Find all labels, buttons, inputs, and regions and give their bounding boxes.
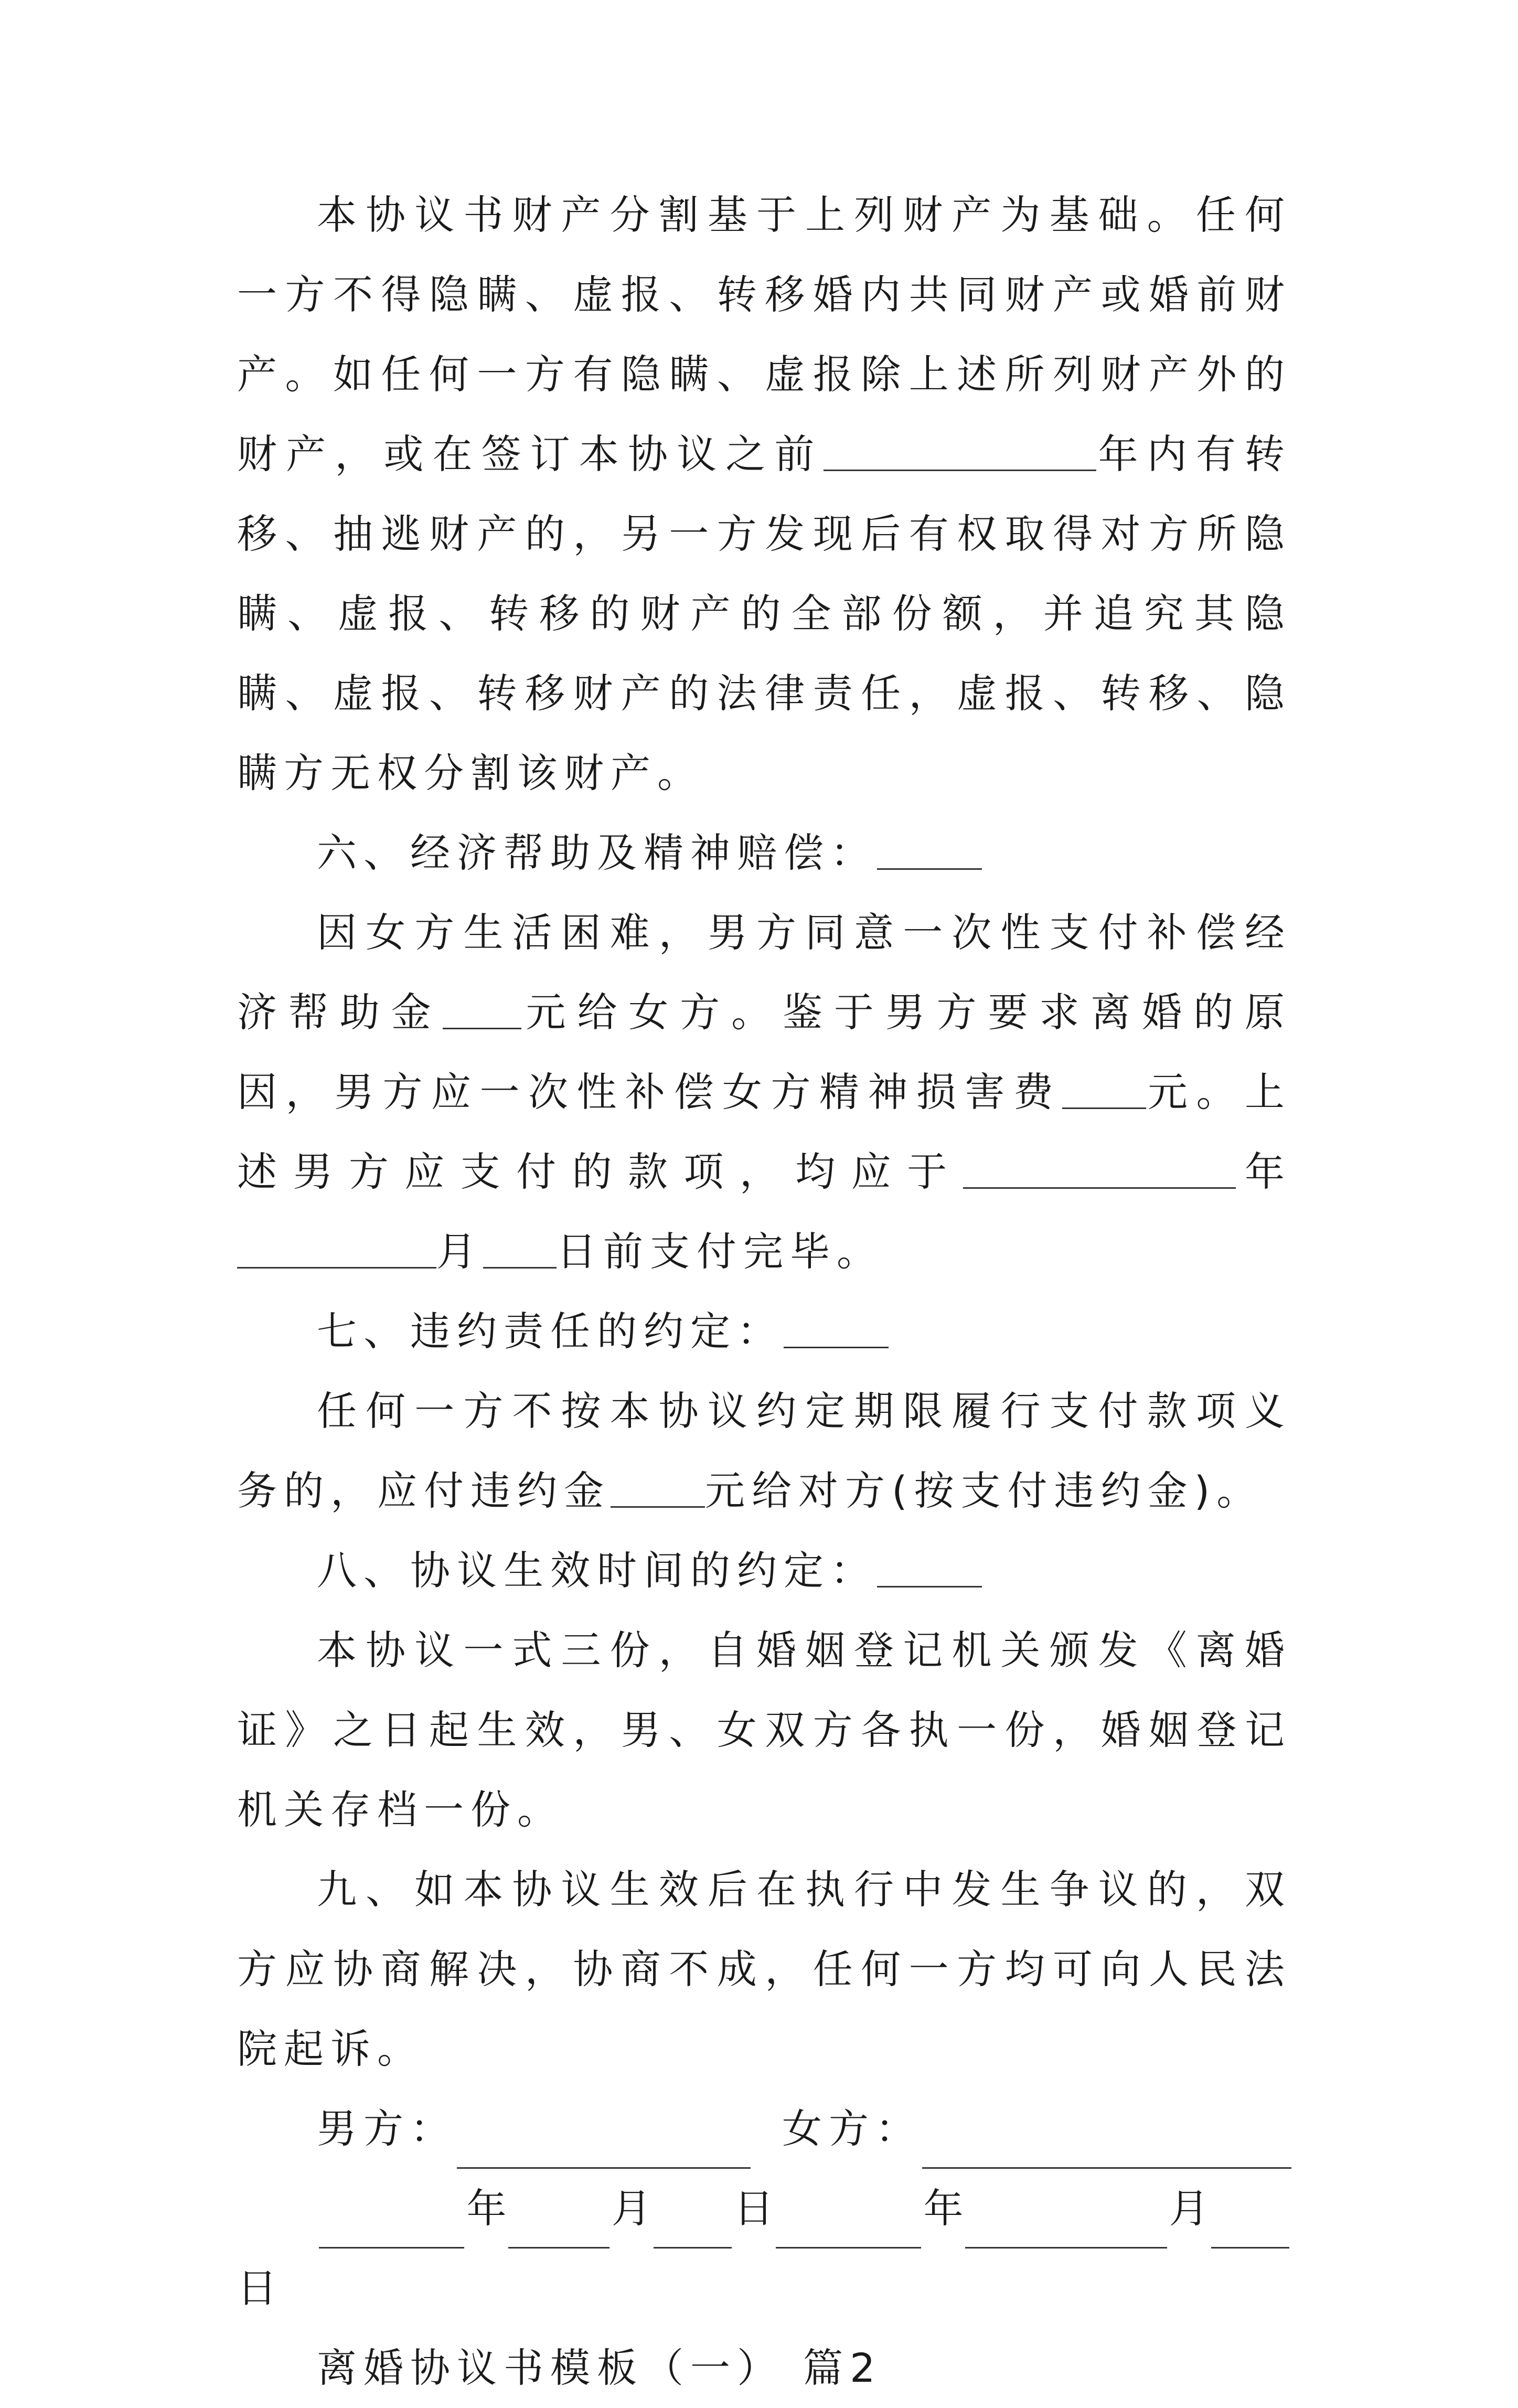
- section-7-title: 七、违约责任的约定：: [317, 1308, 784, 1355]
- payment-day-blank: [483, 1232, 557, 1269]
- section-6-text-a: 因女方生活困难，男方同意一次性支付补偿经济帮助金: [237, 909, 1291, 1036]
- section-7-heading: [237, 1292, 1291, 1371]
- signature-row: [237, 2089, 1291, 2169]
- section-6-paragraph: [237, 893, 1291, 1292]
- female-signature-label: 女方：: [782, 2105, 922, 2152]
- section-7-text-b: 元给对方(按支付违约金)。: [705, 1467, 1264, 1514]
- female-day-blank: [1211, 2212, 1289, 2249]
- property-clause-text-a: 本协议书财产分割基于上列财产为基础。任何一方不得隐瞒、虚报、转移婚内共同财产或婚前财产。如任何一方有隐瞒、虚报除上述所列财产外的财产，或在签订本协议之前: [237, 191, 1291, 477]
- payment-month-blank: [237, 1232, 436, 1269]
- property-clause-text-b: 年内有转移、抽逃财产的，另一方发现后有权取得对方所隐瞒、虚报、转移的财产的全部份额，并追究其隐瞒、虚报、转移财产的法律责任，虚报、转移、隐瞒方无权分割该财产。: [237, 431, 1291, 796]
- male-month-blank: [508, 2212, 609, 2249]
- male-signature-blank: [457, 2133, 751, 2169]
- next-section-title: 离婚协议书模板（一） 篇2: [317, 2345, 882, 2391]
- date-row: [237, 2169, 1291, 2249]
- female-month-blank: [965, 2212, 1167, 2249]
- section-7-blank: [784, 1312, 889, 1348]
- section-6-text-b: 元给女方。鉴于男方要求离婚的原因，男方应一次性补偿女方精神损害费: [237, 989, 1292, 1115]
- property-clause-paragraph: [237, 175, 1291, 813]
- section-8-heading: [237, 1531, 1291, 1611]
- female-month-label: 月: [1169, 2185, 1209, 2232]
- section-6-text-d: 日前支付完毕。: [557, 1228, 883, 1275]
- section-7-paragraph: [237, 1371, 1291, 1531]
- section-8-blank: [877, 1551, 982, 1587]
- female-year-blank: [776, 2212, 921, 2249]
- section-6-blank: [877, 834, 982, 870]
- years-blank: [824, 435, 1096, 471]
- penalty-amount-blank: [611, 1472, 705, 1508]
- male-day-blank: [654, 2212, 732, 2249]
- section-8-title: 八、协议生效时间的约定：: [317, 1547, 877, 1594]
- male-signature-label: 男方：: [317, 2105, 457, 2152]
- section-6-heading: [237, 813, 1291, 893]
- payment-month-label: 月: [436, 1228, 483, 1275]
- female-signature-blank: [922, 2133, 1291, 2169]
- aid-amount-blank: [443, 993, 521, 1029]
- section-7-text-a: 任何一方不按本协议约定期限履行支付款项义务的，应付违约金: [237, 1388, 1291, 1514]
- document-body: [237, 175, 1291, 2408]
- male-month-label: 月: [611, 2185, 651, 2232]
- section-6-title: 六、经济帮助及精神赔偿：: [317, 829, 877, 876]
- section-9-paragraph: 九、如本协议生效后在执行中发生争议的，双方应协商解决，协商不成，任何一方均可向人民法院起诉。: [237, 1866, 1291, 2072]
- male-year-blank: [319, 2212, 464, 2249]
- date-row-wrap: 日: [237, 2265, 284, 2311]
- male-year-label: 年: [466, 2185, 507, 2232]
- female-year-label: 年: [923, 2185, 964, 2232]
- section-6-text-c: 元。上述男方应支付的款项，均应于: [237, 1069, 1291, 1195]
- payment-year-blank: [963, 1153, 1236, 1189]
- payment-year-label: 年: [1235, 1148, 1292, 1195]
- section-8-paragraph: 本协议一式三份，自婚姻登记机关颁发《离婚证》之日起生效，男、女双方各执一份，婚姻登记机关存档一份。: [237, 1627, 1291, 1833]
- male-day-label: 日: [733, 2185, 774, 2232]
- damages-amount-blank: [1062, 1073, 1146, 1109]
